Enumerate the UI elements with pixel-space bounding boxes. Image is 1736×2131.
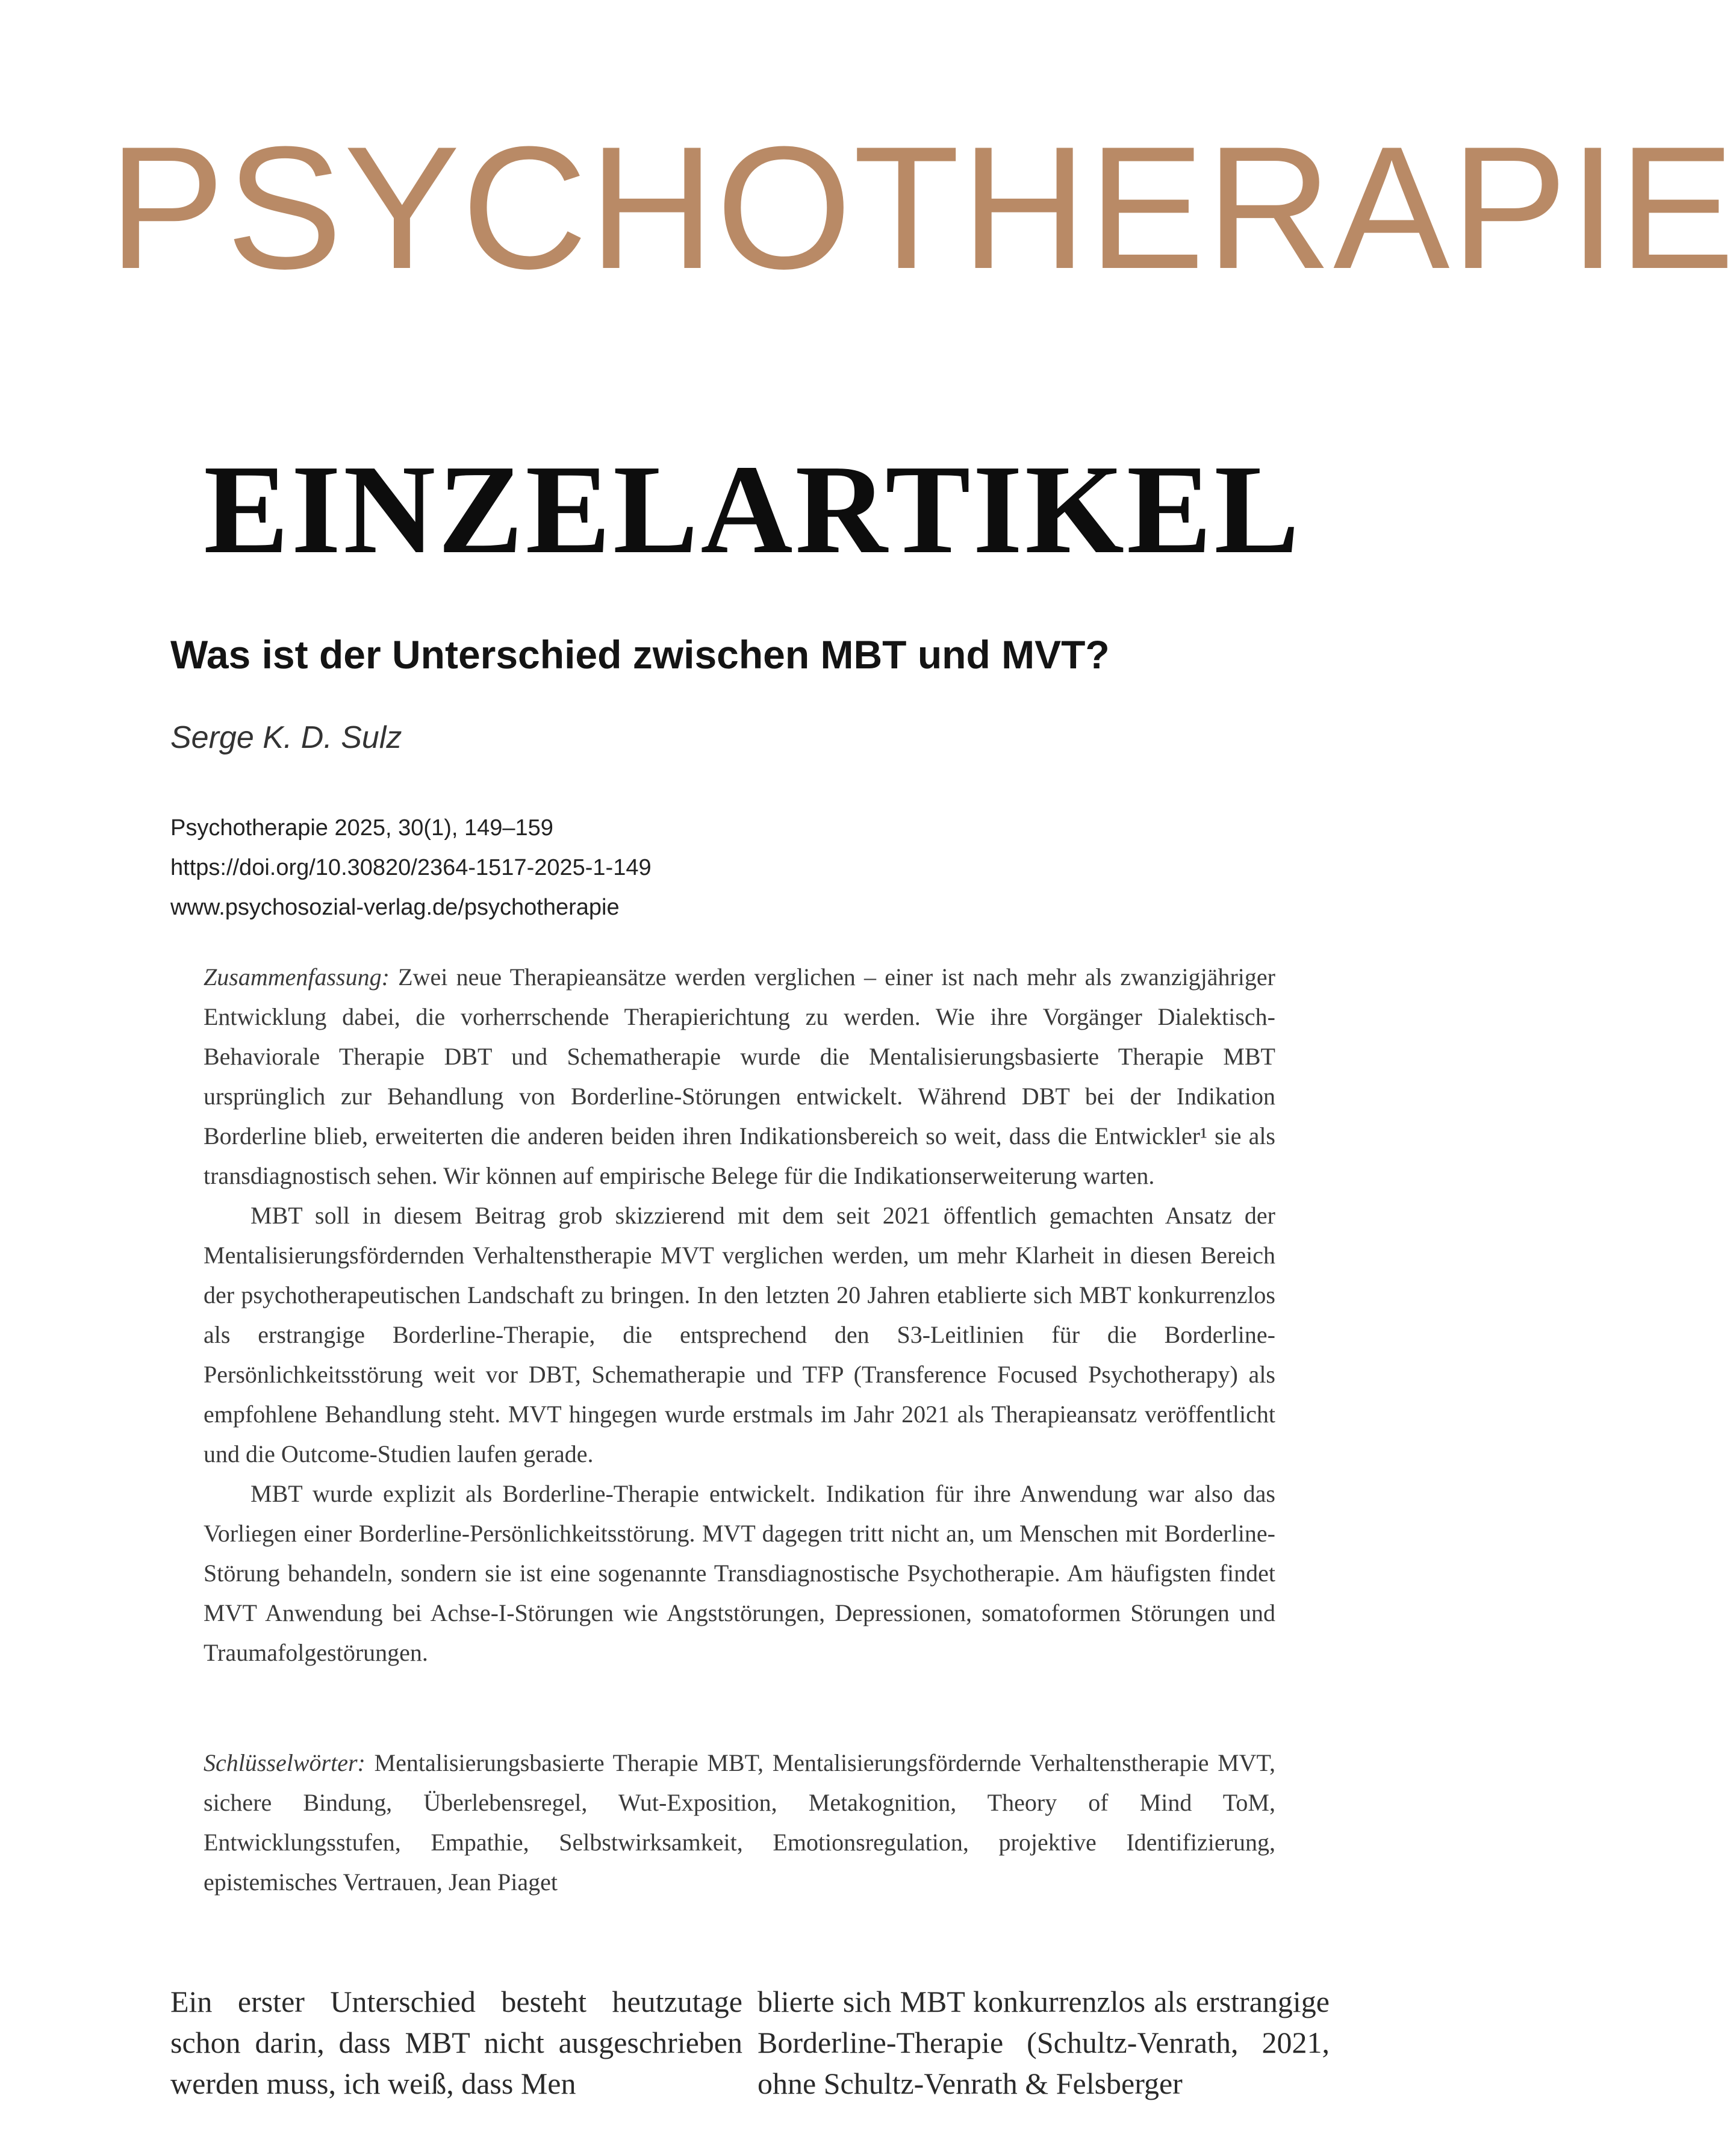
keywords: [204, 1743, 1275, 1902]
citation-website-link[interactable]: www.psychosozial-verlag.de/psychotherapie: [170, 895, 620, 920]
abstract-paragraph: MBT soll in diesem Beitrag grob skizzierend mit dem seit 2021 öffentlich gemachten Ansatz der Mentalisierungsfördernden Verhaltenstherapie MVT verglichen werden, um mehr Klarheit in diesen Bereich der psychotherapeutischen Landschaft zu bringen. In den letzten 20 Jahren etablierte sich MBT konkurrenzlos als erstrangige Borderline-Therapie, die entsprechend den S3-Leitlinien für die Borderline-Persönlichkeitsstörung weit vor DBT, Schematherapie und TFP (Transference Focused Psychotherapy) als empfohlene Behandlung steht. MVT hingegen wurde erstmals im Jahr 2021 als Therapieansatz veröffentlicht und die Outcome-Studien laufen gerade.: [204, 1202, 1275, 1467]
abstract-paragraph: [204, 957, 1275, 1196]
journal-name: PSYCHOTHERAPIE: [108, 110, 1736, 305]
citation-doi-link[interactable]: https://doi.org/10.30820/2364-1517-2025-1-149: [170, 855, 652, 880]
abstract-text: Zwei neue Therapieansätze werden verglichen – einer ist nach mehr als zwanzigjähriger Entwicklung dabei, die vorherrschende Therapierichtung zu werden. Wie ihre Vorgänger Dialektisch-Behaviorale Therapie DBT und Schematherapie wurde die Mentalisierungsbasierte Therapie MBT ursprünglich zur Behandlung von Borderline-Störungen entwickelt. Während DBT bei der Indikation Borderline blieb, erweiterten die anderen beiden ihren Indikationsbereich so weit, dass die Entwickler¹ sie als transdiagnostisch sehen. Wir können auf empirische Belege für die Indikationserweiterung warten.: [204, 963, 1275, 1189]
article-author: Serge K. D. Sulz: [170, 720, 402, 755]
banner-title: EINZELARTIKEL: [204, 438, 1302, 580]
abstract-paragraph: MBT wurde explizit als Borderline-Therapie entwickelt. Indikation für ihre Anwendung war also das Vorliegen einer Borderline-Persönlichkeitsstörung. MVT dagegen tritt nicht an, um Menschen mit Borderline-Störung behandeln, sondern sie ist eine sogenannte Transdiagnostische Psychotherapie. Am häufigsten findet MVT Anwendung bei Achse-I-Störungen wie Angststörungen, Depressionen, somatoformen Störungen und Traumafolgestörungen.: [204, 1480, 1275, 1666]
abstract: [204, 957, 1275, 1673]
keywords-text: Mentalisierungsbasierte Therapie MBT, Mentalisierungsfördernde Verhaltenstherapie MVT, sichere Bindung, Überlebensregel, Wut-Exposition, Metakognition, Theory of Mind ToM, Entwicklungsstufen, Empathie, Selbstwirksamkeit, Emotionsregulation, projektive Identifizierung, epistemisches Vertrauen, Jean Piaget: [204, 1749, 1276, 1896]
citation-block: [170, 808, 652, 927]
keywords-label: Schlüsselwörter:: [204, 1749, 366, 1776]
body-column-left: Ein erster Unterschied besteht heutzutage schon darin, dass MBT nicht ausgeschrieben werden muss, ich weiß, dass Men: [170, 1985, 742, 2100]
abstract-label: Zusammenfassung:: [204, 963, 390, 991]
article-title: Was ist der Unterschied zwischen MBT und MVT?: [170, 632, 1110, 677]
citation-journal: Psychotherapie 2025, 30(1), 149–159: [170, 815, 553, 841]
body-column-right: blierte sich MBT konkurrenzlos als erstrangige Borderline-Therapie (Schultz-Venrath, 2021, ohne Schultz-Venrath & Felsberger: [758, 1985, 1330, 2100]
